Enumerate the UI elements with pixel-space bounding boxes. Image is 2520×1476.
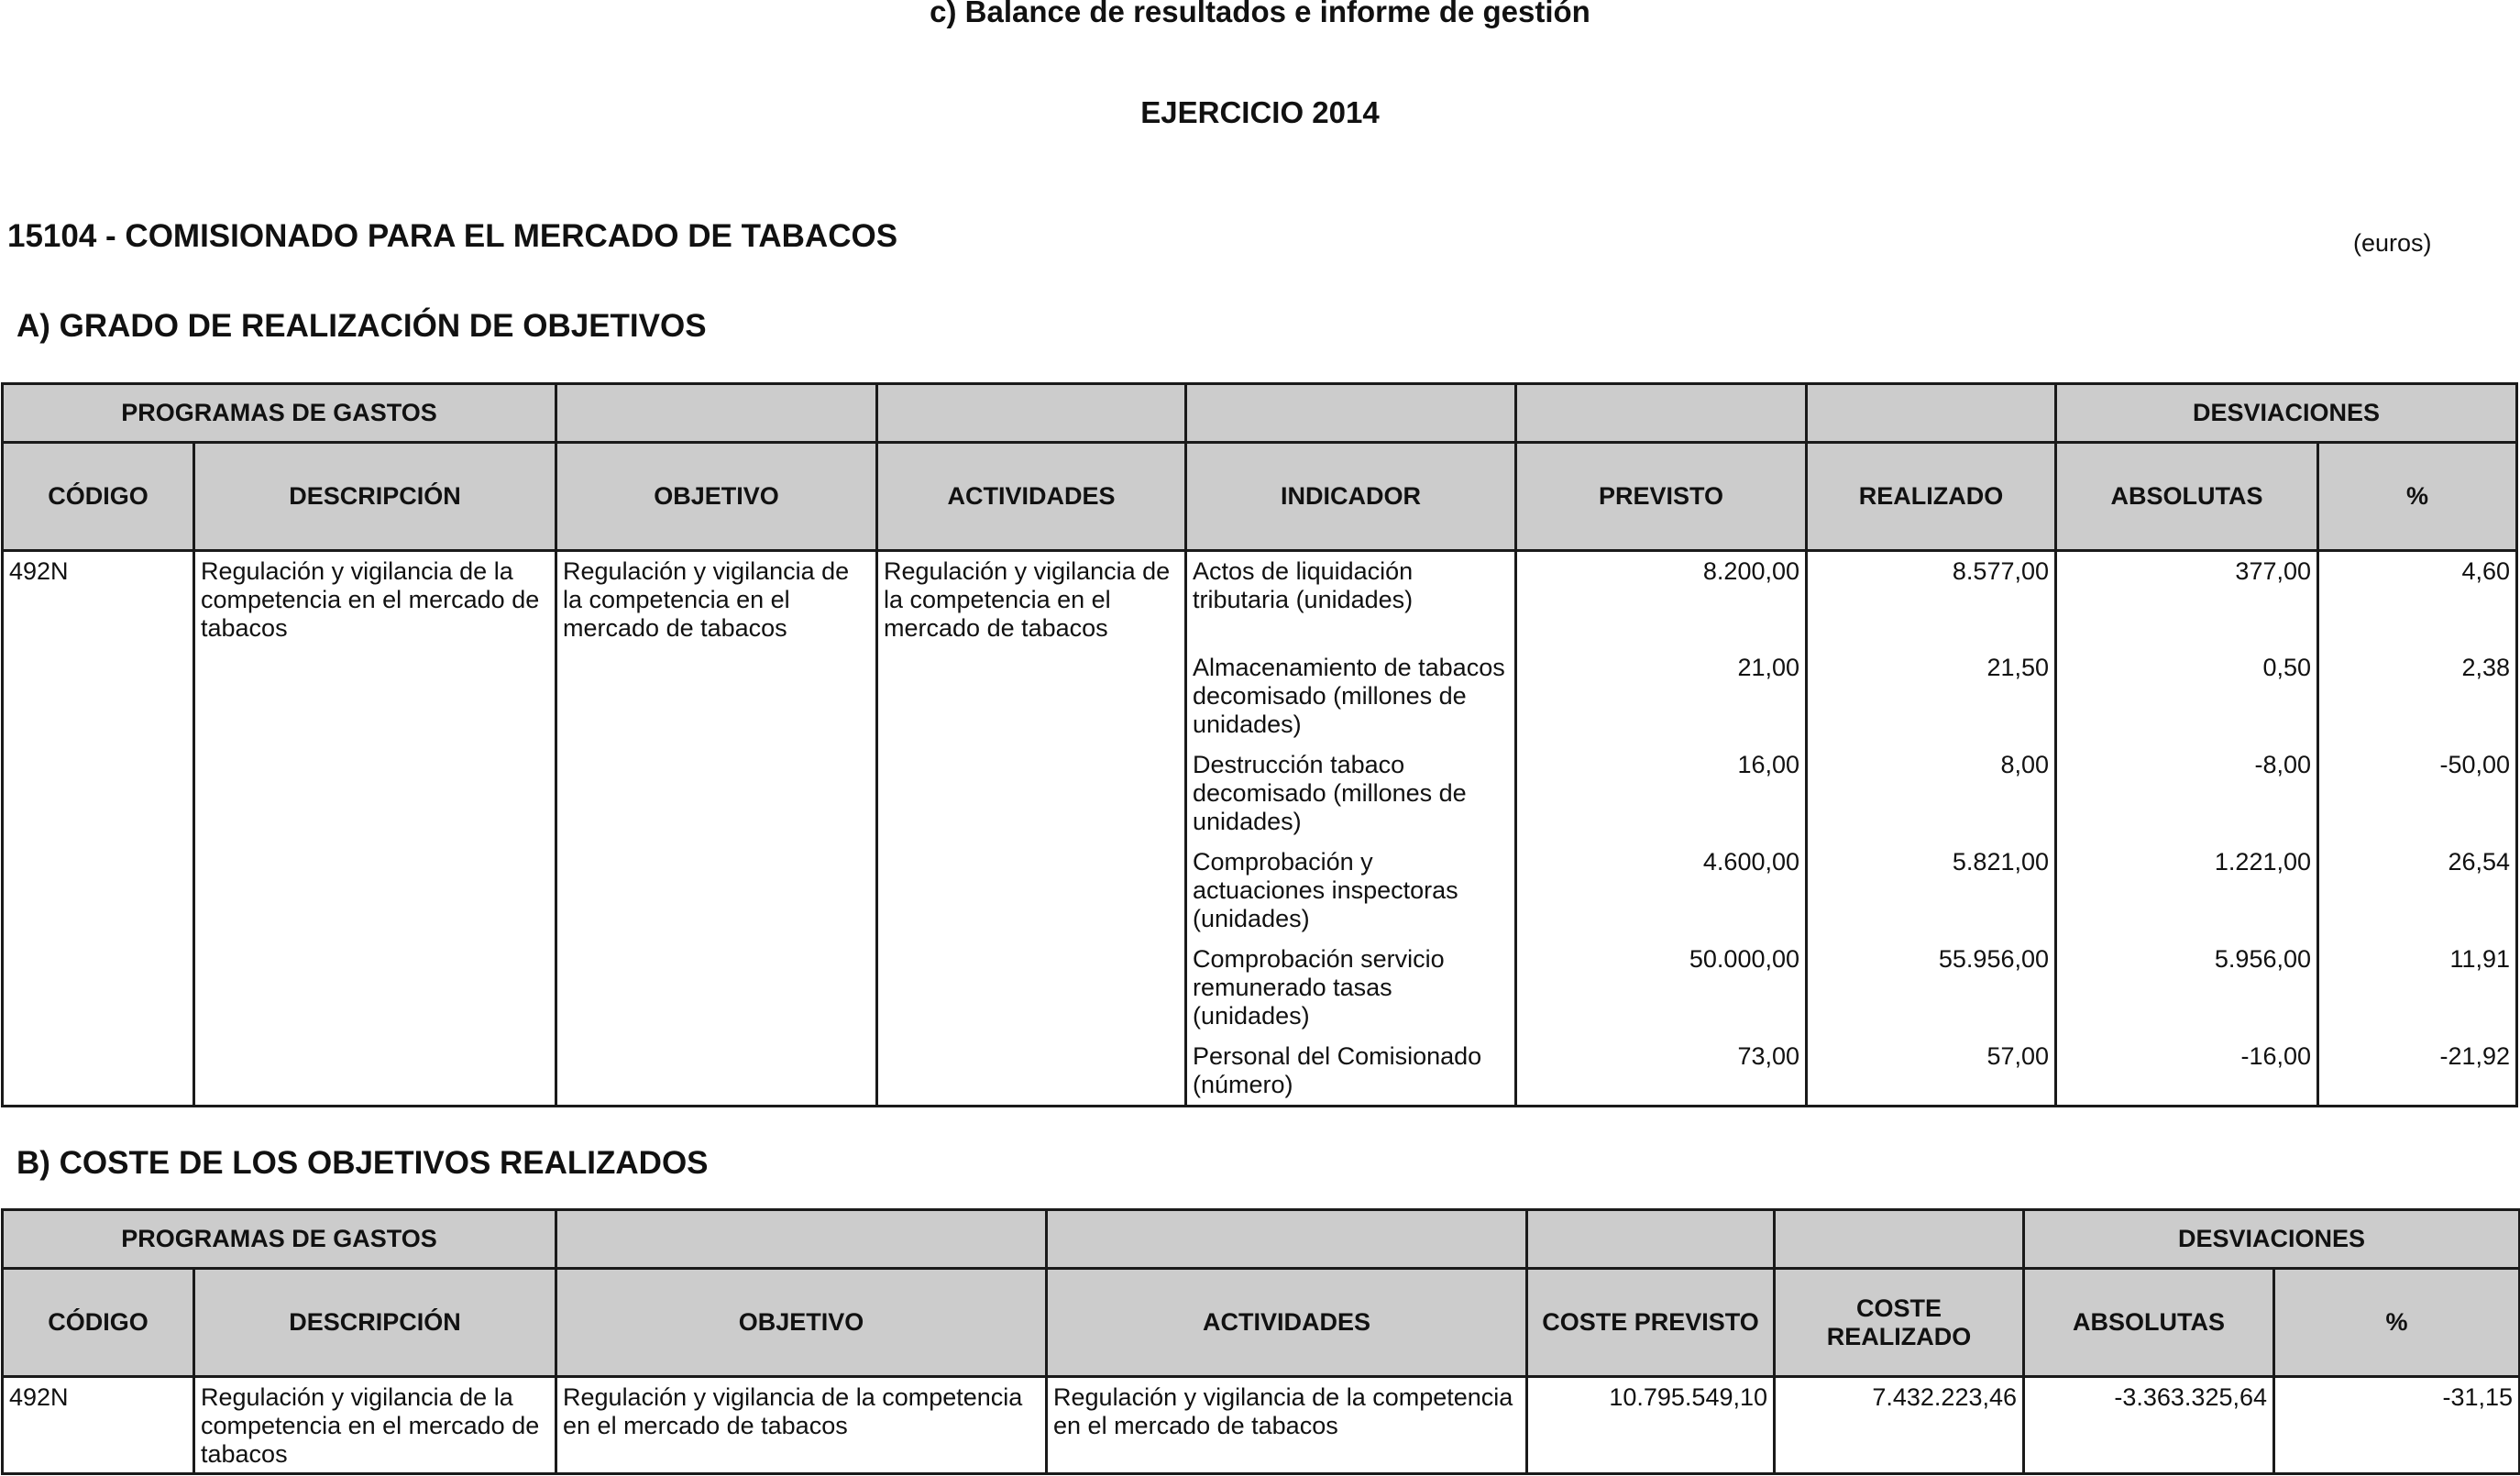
cell-codigo — [3, 551, 194, 1107]
absolutas-value: 0,50 — [2262, 653, 2312, 681]
cell-actividades — [877, 551, 1186, 1107]
cell-indicador — [1186, 1037, 1516, 1107]
realizado-value: 57,00 — [1986, 1041, 2050, 1070]
cell-previsto — [1516, 551, 1807, 648]
cell-realizado — [1807, 648, 2056, 745]
table-row — [3, 1377, 2520, 1474]
previsto-value: 50.000,00 — [1689, 944, 1800, 973]
col-header-codigo: CÓDIGO — [3, 1269, 194, 1377]
group-header-empty — [1047, 1210, 1527, 1269]
actividades-text: Regulación y vigilancia de la competencia en el mercado de tabacos — [884, 557, 1171, 642]
section-a-title: A) GRADO DE REALIZACIÓN DE OBJETIVOS — [17, 308, 707, 344]
col-header-codigo: CÓDIGO — [3, 443, 194, 551]
col-header-previsto: PREVISTO — [1516, 443, 1807, 551]
group-header-empty — [1775, 1210, 2024, 1269]
cell-indicador — [1186, 843, 1516, 940]
cell-indicador — [1186, 648, 1516, 745]
costs-table — [1, 1208, 2520, 1475]
realizado-value: 55.956,00 — [1938, 944, 2050, 973]
absolutas-value: -16,00 — [2240, 1041, 2312, 1070]
col-header-pct: % — [2318, 443, 2517, 551]
cell-absolutas — [2056, 843, 2318, 940]
cell-realizado — [1807, 551, 2056, 648]
column-header-row — [3, 1269, 2520, 1377]
pct-value: 2,38 — [2461, 653, 2511, 681]
group-header-empty — [1516, 384, 1807, 443]
coste-realizado-value: 7.432.223,46 — [1872, 1383, 2018, 1411]
previsto-value: 21,00 — [1737, 653, 1800, 681]
previsto-value: 4.600,00 — [1702, 847, 1800, 876]
cell-absolutas — [2024, 1377, 2274, 1474]
col-header-descripcion: DESCRIPCIÓN — [194, 1269, 556, 1377]
group-header-empty — [1807, 384, 2056, 443]
codigo-text: 492N — [9, 557, 69, 585]
cell-absolutas — [2056, 745, 2318, 843]
realizado-value: 5.821,00 — [1952, 847, 2050, 876]
cell-indicador — [1186, 551, 1516, 648]
cell-realizado — [1807, 745, 2056, 843]
cell-realizado — [1807, 1037, 2056, 1107]
cell-objetivo — [556, 551, 877, 1107]
indicador-text: Almacenamiento de tabacos decomisado (millones de unidades) — [1193, 653, 1505, 738]
pct-value: 4,60 — [2461, 557, 2511, 585]
previsto-value: 8.200,00 — [1702, 557, 1800, 585]
indicador-text: Comprobación servicio remunerado tasas (unidades) — [1193, 944, 1445, 1030]
group-header-empty — [556, 1210, 1047, 1269]
group-header-empty — [556, 384, 877, 443]
cell-coste-previsto — [1527, 1377, 1775, 1474]
col-header-descripcion: DESCRIPCIÓN — [194, 443, 556, 551]
indicador-text: Comprobación y actuaciones inspectoras (unidades) — [1193, 847, 1458, 932]
pct-value: 26,54 — [2448, 847, 2511, 876]
pct-value: 11,91 — [2449, 944, 2511, 973]
indicador-text: Personal del Comisionado (número) — [1193, 1041, 1482, 1098]
indicador-text: Actos de liquidación tributaria (unidades) — [1193, 557, 1414, 613]
descripcion-text: Regulación y vigilancia de la competencia en el mercado de tabacos — [201, 1383, 540, 1468]
absolutas-value: -8,00 — [2254, 750, 2312, 778]
absolutas-value: 377,00 — [2235, 557, 2312, 585]
cell-coste-realizado — [1775, 1377, 2024, 1474]
cell-absolutas — [2056, 940, 2318, 1037]
group-header-empty — [1527, 1210, 1775, 1269]
coste-previsto-value: 10.795.549,10 — [1609, 1383, 1768, 1411]
cell-objetivo — [556, 1377, 1047, 1474]
col-header-objetivo: OBJETIVO — [556, 1269, 1047, 1377]
cell-actividades — [1047, 1377, 1527, 1474]
col-header-actividades: ACTIVIDADES — [1047, 1269, 1527, 1377]
col-header-absolutas: ABSOLUTAS — [2056, 443, 2318, 551]
previsto-value: 16,00 — [1737, 750, 1800, 778]
cell-pct — [2318, 940, 2517, 1037]
column-header-row — [3, 443, 2517, 551]
absolutas-value: 1.221,00 — [2214, 847, 2312, 876]
cell-pct — [2318, 1037, 2517, 1107]
pct-value: -50,00 — [2439, 750, 2511, 778]
cell-previsto — [1516, 843, 1807, 940]
group-header-deviations: DESVIACIONES — [2056, 384, 2517, 443]
col-header-pct: % — [2274, 1269, 2520, 1377]
pct-value: -21,92 — [2439, 1041, 2511, 1070]
col-header-indicador: INDICADOR — [1186, 443, 1516, 551]
cell-codigo — [3, 1377, 194, 1474]
col-header-coste-previsto: COSTE PREVISTO — [1527, 1269, 1775, 1377]
group-header-deviations: DESVIACIONES — [2024, 1210, 2520, 1269]
cell-realizado — [1807, 940, 2056, 1037]
objetivo-text: Regulación y vigilancia de la competencia en el mercado de tabacos — [563, 557, 850, 642]
indicador-text: Destrucción tabaco decomisado (millones de unidades) — [1193, 750, 1467, 835]
cell-indicador — [1186, 745, 1516, 843]
cell-pct — [2274, 1377, 2520, 1474]
cell-descripcion — [194, 1377, 556, 1474]
objectives-table — [1, 382, 2518, 1107]
cell-previsto — [1516, 745, 1807, 843]
realizado-value: 8,00 — [2000, 750, 2050, 778]
cell-previsto — [1516, 648, 1807, 745]
realizado-value: 8.577,00 — [1952, 557, 2050, 585]
cell-realizado — [1807, 843, 2056, 940]
col-header-objetivo: OBJETIVO — [556, 443, 877, 551]
group-header-programs: PROGRAMAS DE GASTOS — [3, 384, 556, 443]
col-header-realizado: REALIZADO — [1807, 443, 2056, 551]
cell-absolutas — [2056, 648, 2318, 745]
group-header-empty — [877, 384, 1186, 443]
absolutas-value: 5.956,00 — [2214, 944, 2312, 973]
cell-previsto — [1516, 1037, 1807, 1107]
group-header-row — [3, 1210, 2520, 1269]
cell-descripcion — [194, 551, 556, 1107]
col-header-absolutas: ABSOLUTAS — [2024, 1269, 2274, 1377]
col-header-coste-realizado: COSTE REALIZADO — [1775, 1269, 2024, 1377]
exercise-year: EJERCICIO 2014 — [1140, 95, 1380, 129]
cell-pct — [2318, 843, 2517, 940]
group-header-empty — [1186, 384, 1516, 443]
cell-pct — [2318, 551, 2517, 648]
group-header-programs: PROGRAMAS DE GASTOS — [3, 1210, 556, 1269]
cell-absolutas — [2056, 1037, 2318, 1107]
cell-pct — [2318, 745, 2517, 843]
descripcion-text: Regulación y vigilancia de la competencia en el mercado de tabacos — [201, 557, 540, 642]
entity-title: 15104 - COMISIONADO PARA EL MERCADO DE TABACOS — [7, 218, 898, 254]
cell-previsto — [1516, 940, 1807, 1037]
actividades-text: Regulación y vigilancia de la competencia en el mercado de tabacos — [1053, 1383, 1513, 1439]
currency-units: (euros) — [2353, 229, 2432, 257]
cell-absolutas — [2056, 551, 2318, 648]
group-header-row — [3, 384, 2517, 443]
cell-pct — [2318, 648, 2517, 745]
realizado-value: 21,50 — [1986, 653, 2050, 681]
pct-value: -31,15 — [2442, 1383, 2514, 1411]
document-title: c) Balance de resultados e informe de gestión — [930, 0, 1590, 28]
objetivo-text: Regulación y vigilancia de la competencia en el mercado de tabacos — [563, 1383, 1023, 1439]
absolutas-value: -3.363.325,64 — [2114, 1383, 2268, 1411]
col-header-actividades: ACTIVIDADES — [877, 443, 1186, 551]
table-row — [3, 551, 2517, 648]
previsto-value: 73,00 — [1737, 1041, 1800, 1070]
cell-indicador — [1186, 940, 1516, 1037]
codigo-text: 492N — [9, 1383, 69, 1411]
section-b-title: B) COSTE DE LOS OBJETIVOS REALIZADOS — [17, 1145, 709, 1181]
